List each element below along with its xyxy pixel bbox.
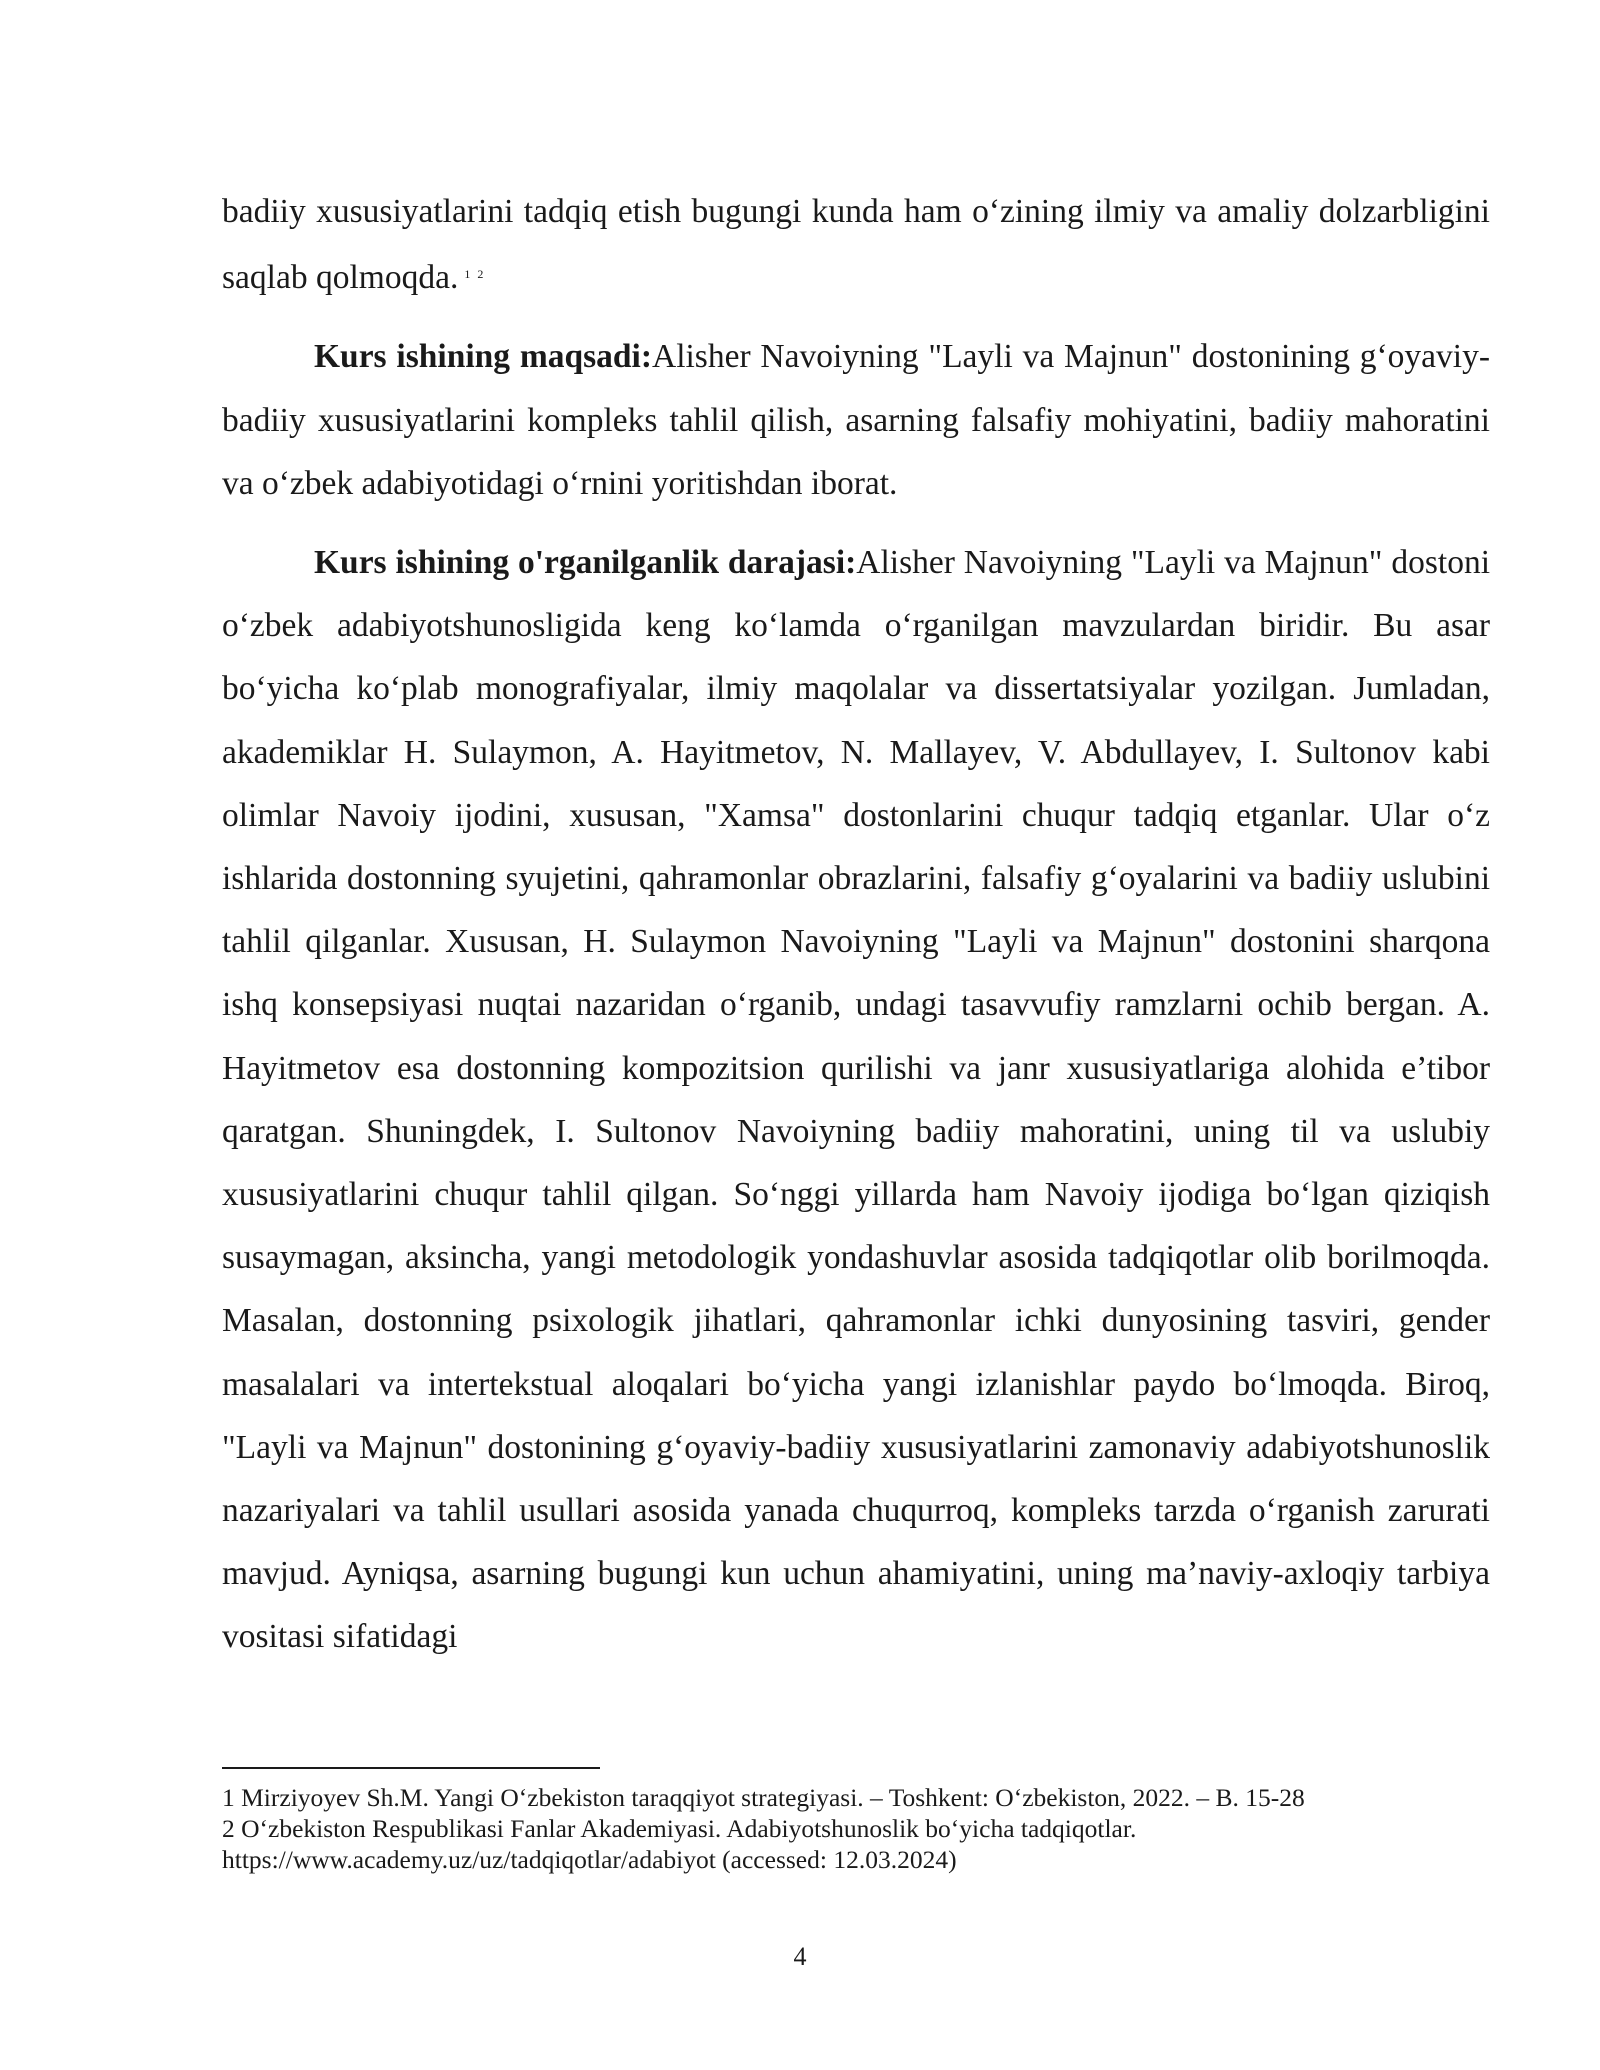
footnote-1: 1 Mirziyoyev Sh.M. Yangi O‘zbekiston taraqqiyot strategiyasi. – Toshkent: O‘zbekiston, 2022. – B. 15-28	[222, 1783, 1305, 1812]
aim-label: Kurs ishining maqsadi:	[314, 338, 652, 376]
research-label: Kurs ishining o'rganilganlik darajasi:	[314, 544, 857, 582]
footnote-2-url: https://www.academy.uz/uz/tadqiqotlar/adabiyot (accessed: 12.03.2024)	[222, 1845, 957, 1874]
footnote-refs: 1 2	[464, 267, 486, 282]
page-number: 4	[793, 1942, 807, 1971]
intro-text: badiiy xususiyatlarini tadqiq etish bugungi kunda ham o‘zining ilmiy va amaliy dolzarbligini saqlab qolmoqda.	[222, 193, 1490, 297]
intro-paragraph	[222, 180, 1490, 309]
research-paragraph	[222, 531, 1490, 1669]
footnote-2: 2 O‘zbekiston Respublikasi Fanlar Akademiyasi. Adabiyotshunoslik bo‘yicha tadqiqotlar.	[222, 1814, 1137, 1843]
aim-paragraph	[222, 325, 1490, 515]
research-text: Alisher Navoiyning "Layli va Majnun" dostoni o‘zbek adabiyotshunosligida keng ko‘lamda o‘rganilgan mavzulardan biridir. Bu asar bo‘yicha ko‘plab monografiyalar, ilmiy maqolalar va dissertatsiyalar yozilgan. Jumladan, akademiklar H. Sulaymon, A. Hayitmetov, N. Mallayev, V. Abdullayev, I. Sultonov kabi olimlar Navoiy ijodini, xususan, "Xamsa" dostonlarini chuqur tadqiq etganlar. Ular o‘z ishlarida dostonning syujetini, qahramonlar obrazlarini, falsafiy g‘oyalarini va badiiy uslubini tahlil qilganlar. Xususan, H. Sulaymon Navoiyning "Layli va Majnun" dostonini sharqona ishq konsepsiyasi nuqtai nazaridan o‘rganib, undagi tasavvufiy ramzlarni ochib bergan. A. Hayitmetov esa dostonning kompozitsion qurilishi va janr xususiyatlariga alohida e’tibor qaratgan. Shuningdek, I. Sultonov Navoiyning badiiy mahoratini, uning til va uslubiy xususiyatlarini chuqur tahlil qilgan. So‘nggi yillarda ham Navoiy ijodiga bo‘lgan qiziqish susaymagan, aksincha, yangi metodologik yondashuvlar asosida tadqiqotlar olib borilmoqda. Masalan, dostonning psixologik jihatlari, qahramonlar ichki dunyosining tasviri, gender masalalari va intertekstual aloqalari bo‘yicha yangi izlanishlar paydo bo‘lmoqda. Biroq, "Layli va Majnun" dostonining g‘oyaviy-badiiy xususiyatlarini zamonaviy adabiyotshunoslik nazariyalari va tahlil usullari asosida yanada chuqurroq, kompleks tarzda o‘rganish zarurati mavjud. Ayniqsa, asarning bugungi kun uchun ahamiyatini, uning ma’naviy-axloqiy tarbiya vositasi sifatidagi	[222, 544, 1491, 1656]
aim-text: Alisher Navoiyning "Layli va Majnun" dostonining g‘oyaviy-badiiy xususiyatlarini kompleks tahlil qilish, asarning falsafiy mohiyatini, badiiy mahoratini va o‘zbek adabiyotidagi o‘rnini yoritishdan iborat.	[222, 338, 1490, 502]
body-text	[222, 180, 1490, 1669]
footnotes	[222, 1782, 1490, 1875]
footnote-separator	[222, 1767, 600, 1769]
